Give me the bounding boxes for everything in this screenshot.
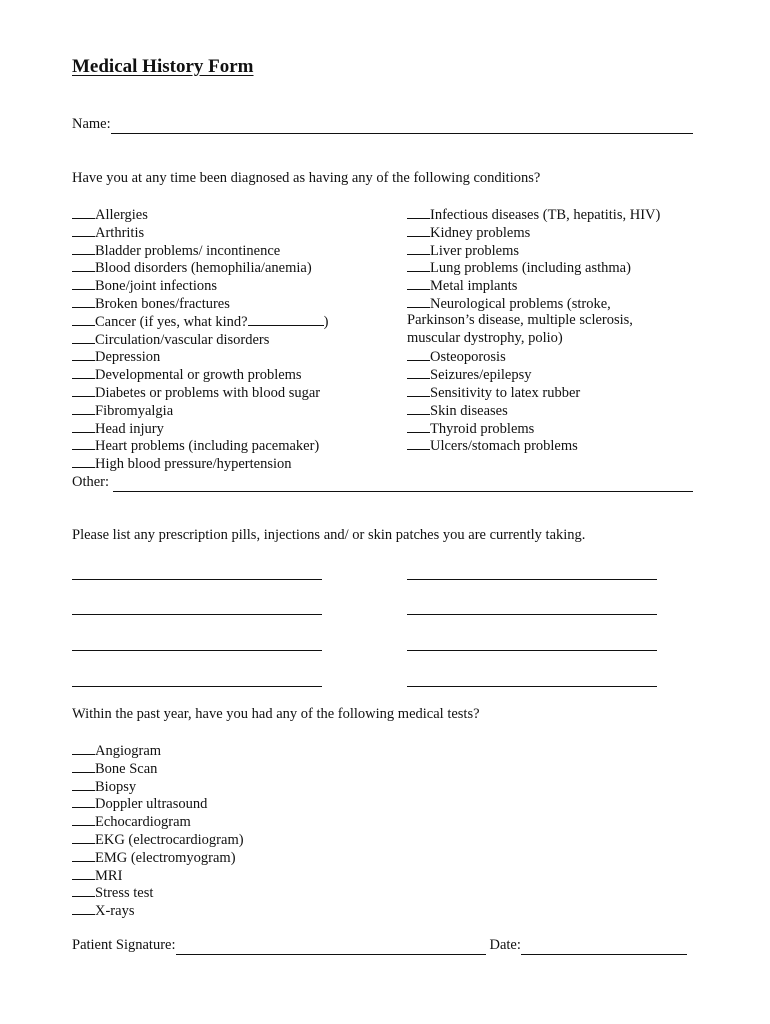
prescription-line[interactable]: [72, 686, 322, 687]
condition-item[interactable]: Osteoporosis: [407, 347, 660, 365]
checkbox-blank[interactable]: [72, 241, 95, 255]
checkbox-blank[interactable]: [72, 258, 95, 272]
checkbox-blank[interactable]: [72, 365, 95, 379]
other-row: [72, 474, 693, 492]
checkbox-blank[interactable]: [407, 276, 430, 290]
form-title: Medical History Form: [72, 56, 254, 77]
conditions-question: Have you at any time been diagnosed as having any of the following conditions?: [72, 170, 541, 186]
condition-item[interactable]: Liver problems: [407, 241, 660, 259]
checkbox-blank[interactable]: [72, 848, 95, 862]
checkbox-blank[interactable]: [407, 419, 430, 433]
checkbox-blank[interactable]: [72, 401, 95, 415]
checkbox-blank[interactable]: [72, 436, 95, 450]
condition-item[interactable]: Ulcers/stomach problems: [407, 436, 660, 454]
condition-item-continued: Parkinson’s disease, multiple sclerosis,: [407, 311, 633, 328]
checkbox-blank[interactable]: [72, 777, 95, 791]
test-item[interactable]: Stress test: [72, 883, 244, 901]
condition-item[interactable]: Thyroid problems: [407, 419, 660, 437]
checkbox-blank[interactable]: [72, 883, 95, 897]
checkbox-blank[interactable]: [407, 347, 430, 361]
condition-item[interactable]: Fibromyalgia: [72, 401, 328, 419]
conditions-left-column: [72, 205, 328, 472]
name-row: [72, 116, 693, 134]
checkbox-blank[interactable]: [72, 901, 95, 915]
checkbox-blank[interactable]: [72, 294, 95, 308]
tests-column: [72, 741, 244, 919]
condition-item[interactable]: Arthritis: [72, 223, 328, 241]
name-label: Name:: [72, 116, 111, 132]
signature-row: [72, 937, 687, 955]
checkbox-blank[interactable]: [72, 830, 95, 844]
test-item[interactable]: Angiogram: [72, 741, 244, 759]
checkbox-blank[interactable]: [72, 866, 95, 880]
prescription-line[interactable]: [72, 614, 322, 615]
condition-item[interactable]: Bladder problems/ incontinence: [72, 241, 328, 259]
checkbox-blank[interactable]: [72, 330, 95, 344]
date-field[interactable]: [521, 940, 687, 955]
test-item[interactable]: MRI: [72, 866, 244, 884]
condition-item[interactable]: Neurological problems (stroke,: [407, 294, 660, 312]
test-item[interactable]: EMG (electromyogram): [72, 848, 244, 866]
signature-field[interactable]: [176, 940, 486, 955]
conditions-right-column: [407, 205, 660, 454]
condition-item[interactable]: Bone/joint infections: [72, 276, 328, 294]
condition-item-continued: muscular dystrophy, polio): [407, 329, 563, 346]
checkbox-blank[interactable]: [72, 741, 95, 755]
test-item[interactable]: Doppler ultrasound: [72, 794, 244, 812]
checkbox-blank[interactable]: [407, 294, 430, 308]
date-label: Date:: [489, 937, 521, 953]
condition-item[interactable]: Infectious diseases (TB, hepatitis, HIV): [407, 205, 660, 223]
condition-item[interactable]: Seizures/epilepsy: [407, 365, 660, 383]
checkbox-blank[interactable]: [407, 258, 430, 272]
checkbox-blank[interactable]: [72, 759, 95, 773]
tests-question: Within the past year, have you had any of the following medical tests?: [72, 706, 480, 722]
prescription-line[interactable]: [72, 579, 322, 580]
checkbox-blank[interactable]: [407, 436, 430, 450]
test-item[interactable]: Echocardiogram: [72, 812, 244, 830]
cancer-kind-field[interactable]: [248, 312, 324, 326]
test-item[interactable]: Biopsy: [72, 777, 244, 795]
name-field[interactable]: [111, 119, 693, 134]
prescription-line[interactable]: [407, 650, 657, 651]
checkbox-blank[interactable]: [72, 312, 95, 326]
checkbox-blank[interactable]: [72, 812, 95, 826]
checkbox-blank[interactable]: [407, 401, 430, 415]
signature-label: Patient Signature:: [72, 937, 176, 953]
other-label: Other:: [72, 474, 110, 490]
prescription-line[interactable]: [72, 650, 322, 651]
prescription-line[interactable]: [407, 579, 657, 580]
test-item[interactable]: X-rays: [72, 901, 244, 919]
checkbox-blank[interactable]: [72, 794, 95, 808]
checkbox-blank[interactable]: [407, 383, 430, 397]
test-item[interactable]: Bone Scan: [72, 759, 244, 777]
checkbox-blank[interactable]: [407, 241, 430, 255]
checkbox-blank[interactable]: [407, 205, 430, 219]
checkbox-blank[interactable]: [72, 347, 95, 361]
condition-item[interactable]: Skin diseases: [407, 401, 660, 419]
condition-item[interactable]: Kidney problems: [407, 223, 660, 241]
checkbox-blank[interactable]: [72, 419, 95, 433]
condition-item[interactable]: Metal implants: [407, 276, 660, 294]
prescription-line[interactable]: [407, 614, 657, 615]
condition-item[interactable]: Diabetes or problems with blood sugar: [72, 383, 328, 401]
condition-item[interactable]: Head injury: [72, 419, 328, 437]
condition-item[interactable]: Sensitivity to latex rubber: [407, 383, 660, 401]
condition-item[interactable]: Depression: [72, 347, 328, 365]
condition-item[interactable]: Heart problems (including pacemaker): [72, 436, 328, 454]
checkbox-blank[interactable]: [72, 276, 95, 290]
test-item[interactable]: EKG (electrocardiogram): [72, 830, 244, 848]
prescription-line[interactable]: [407, 686, 657, 687]
condition-item[interactable]: Blood disorders (hemophilia/anemia): [72, 258, 328, 276]
condition-item[interactable]: Circulation/vascular disorders: [72, 330, 328, 348]
condition-item[interactable]: High blood pressure/hypertension: [72, 454, 328, 472]
condition-item-cancer[interactable]: Cancer (if yes, what kind? ): [72, 312, 328, 330]
checkbox-blank[interactable]: [407, 365, 430, 379]
prescription-question: Please list any prescription pills, injections and/ or skin patches you are currently taking.: [72, 527, 586, 543]
checkbox-blank[interactable]: [72, 223, 95, 237]
condition-item[interactable]: Broken bones/fractures: [72, 294, 328, 312]
condition-item[interactable]: Allergies: [72, 205, 328, 223]
checkbox-blank[interactable]: [72, 454, 95, 468]
other-field[interactable]: [113, 477, 693, 492]
checkbox-blank[interactable]: [72, 205, 95, 219]
checkbox-blank[interactable]: [72, 383, 95, 397]
condition-item[interactable]: Lung problems (including asthma): [407, 258, 660, 276]
checkbox-blank[interactable]: [407, 223, 430, 237]
condition-item[interactable]: Developmental or growth problems: [72, 365, 328, 383]
